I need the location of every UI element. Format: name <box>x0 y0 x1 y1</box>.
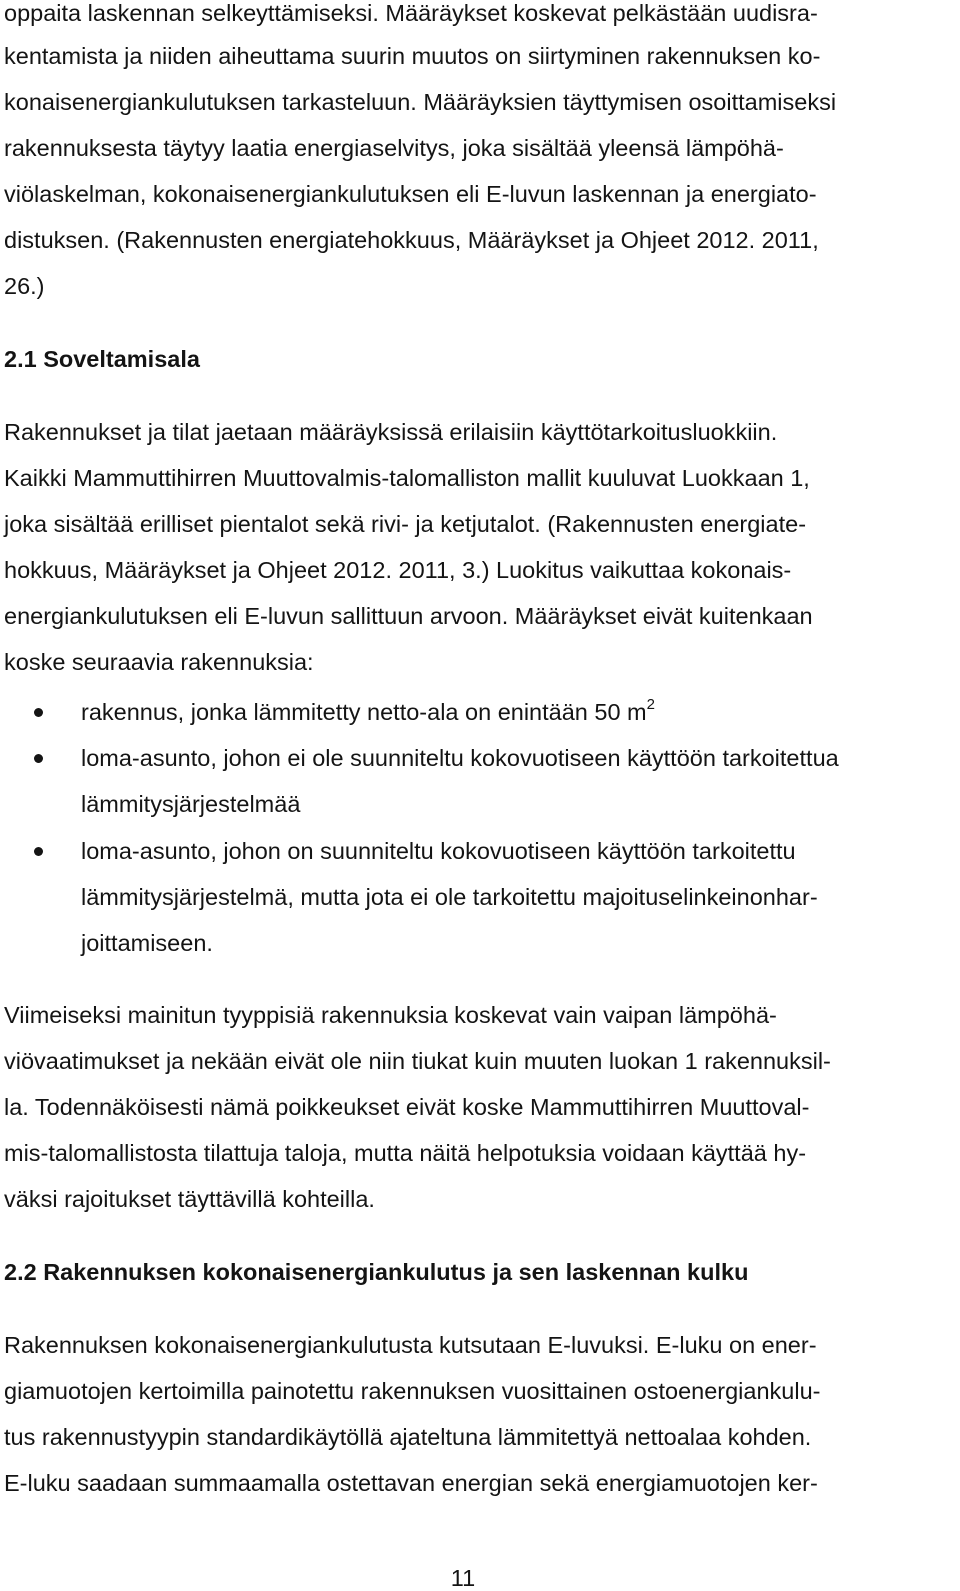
intro-line-7: 26.) <box>4 273 45 299</box>
intro-line-4: rakennuksesta täytyy laatia energiaselvitys, joka sisältää yleensä lämpöhä- <box>4 135 784 161</box>
bullet-3-line-3: joittamiseen. <box>81 930 213 956</box>
section-2-1-line-6: koske seuraavia rakennuksia: <box>4 649 314 675</box>
closing-line-5: väksi rajoitukset täyttävillä kohteilla. <box>4 1186 375 1212</box>
section-2-1-line-2: Kaikki Mammuttihirren Muuttovalmis-talomalliston mallit kuuluvat Luokkaan 1, <box>4 465 810 491</box>
section-2-1-line-5: energiankulutuksen eli E-luvun sallittuun arvoon. Määräykset eivät kuitenkaan <box>4 603 813 629</box>
section-2-1-line-4: hokkuus, Määräykset ja Ohjeet 2012. 2011, 3.) Luokitus vaikuttaa kokonais- <box>4 557 792 583</box>
section-2-2-line-1: Rakennuksen kokonaisenergiankulutusta kutsutaan E-luvuksi. E-luku on ener- <box>4 1332 817 1358</box>
section-2-2-line-3: tus rakennustyypin standardikäytöllä ajateltuna lämmitettyä nettoalaa kohden. <box>4 1424 812 1450</box>
section-2-2-line-4: E-luku saadaan summaamalla ostettavan energian sekä energiamuotojen ker- <box>4 1470 818 1496</box>
section-2-1-line-3: joka sisältää erilliset pientalot sekä rivi- ja ketjutalot. (Rakennusten energiate- <box>4 511 807 537</box>
bullet-1-line-1 <box>81 697 655 727</box>
intro-line-3: konaisenergiankulutuksen tarkasteluun. Määräyksien täyttymisen osoittamiseksi <box>4 89 837 115</box>
intro-line-2: kentamista ja niiden aiheuttama suurin muutos on siirtyminen rakennuksen ko- <box>4 43 821 69</box>
closing-line-2: viövaatimukset ja nekään eivät ole niin tiukat kuin muuten luokan 1 rakennuksil- <box>4 1048 831 1074</box>
closing-line-3: la. Todennäköisesti nämä poikkeukset eivät koske Mammuttihirren Muuttoval- <box>4 1094 810 1120</box>
bullet-dot-icon <box>34 754 43 763</box>
bullet-2-line-2: lämmitysjärjestelmää <box>81 791 301 817</box>
intro-line-5: viölaskelman, kokonaisenergiankulutuksen eli E-luvun laskennan ja energiato- <box>4 181 817 207</box>
page-number: 11 <box>450 1565 476 1591</box>
section-heading-2-2: 2.2 Rakennuksen kokonaisenergiankulutus ja sen laskennan kulku <box>4 1259 749 1285</box>
bullet-dot-icon <box>34 708 43 717</box>
bullet-1-text: rakennus, jonka lämmitetty netto-ala on enintään 50 m <box>81 699 647 725</box>
section-2-1-line-1: Rakennukset ja tilat jaetaan määräyksissä erilaisiin käyttötarkoitusluokkiin. <box>4 419 778 445</box>
section-heading-2-1: 2.1 Soveltamisala <box>4 346 200 372</box>
intro-line-6: distuksen. (Rakennusten energiatehokkuus, Määräykset ja Ohjeet 2012. 2011, <box>4 227 819 253</box>
closing-line-4: mis-talomallistosta tilattuja taloja, mutta näitä helpotuksia voidaan käyttää hy- <box>4 1140 807 1166</box>
superscript-exponent: 2 <box>646 696 655 714</box>
intro-line-1: oppaita laskennan selkeyttämiseksi. Määräykset koskevat pelkästään uudisra- <box>4 0 818 26</box>
section-2-2-line-2: giamuotojen kertoimilla painotettu rakennuksen vuosittainen ostoenergiankulu- <box>4 1378 821 1404</box>
bullet-dot-icon <box>34 847 43 856</box>
bullet-3-line-1: loma-asunto, johon on suunniteltu kokovuotiseen käyttöön tarkoitettu <box>81 838 796 864</box>
bullet-3-line-2: lämmitysjärjestelmä, mutta jota ei ole tarkoitettu majoituselinkeinonhar- <box>81 884 818 910</box>
bullet-2-line-1: loma-asunto, johon ei ole suunniteltu kokovuotiseen käyttöön tarkoitettua <box>81 745 839 771</box>
closing-line-1: Viimeiseksi mainitun tyyppisiä rakennuksia koskevat vain vaipan lämpöhä- <box>4 1002 777 1028</box>
